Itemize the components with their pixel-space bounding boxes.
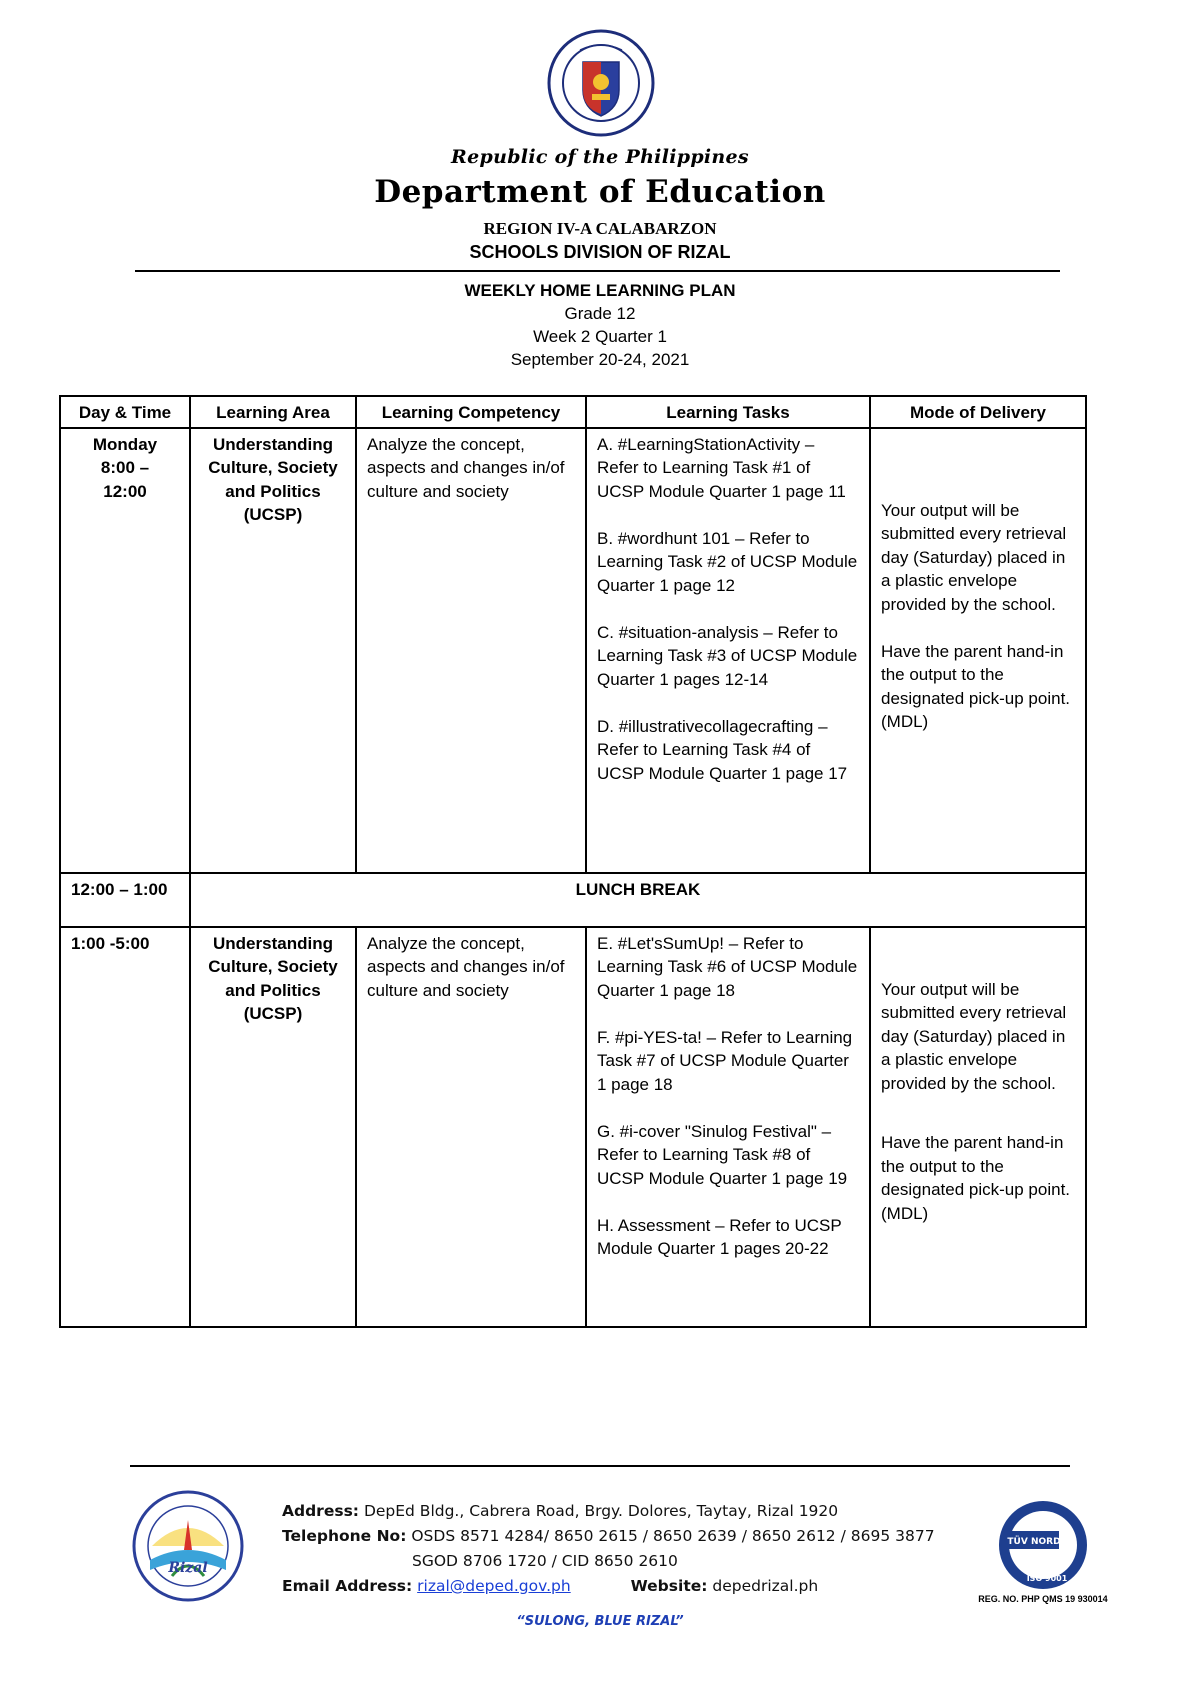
svg-text:Rizal: Rizal [168,1560,208,1576]
plan-grade: Grade 12 [564,304,636,323]
learning-area-cell: Understanding Culture, Society and Politics (UCSP) [190,428,356,873]
department-heading: Department of Education [374,174,826,210]
svg-text:ISO 9001: ISO 9001 [1026,1574,1068,1583]
tasks-cell [586,428,870,873]
telephone-line [282,1527,935,1545]
mode-handin-text: Have the parent hand-in the output to the designated pick-up point. (MDL) [881,1133,1071,1223]
competency-cell: Analyze the concept, aspects and changes in/of culture and society [356,428,586,873]
region-heading: REGION IV-A CALABARZON [483,219,717,238]
table-row [60,927,1086,1327]
deped-seal-logo [546,28,656,138]
mode-handin-text: Have the parent hand-in the output to the designated pick-up point. (MDL) [881,641,1071,731]
day-time-cell: 1:00 -5:00 [60,927,190,1327]
tasks-cell [586,927,870,1327]
header-divider [135,270,1060,272]
lunch-time-cell: 12:00 – 1:00 [60,873,190,927]
task-item: B. #wordhunt 101 – Refer to Learning Task #2 of UCSP Module Quarter 1 page 12 [597,528,858,595]
lunch-break-label: LUNCH BREAK [190,873,1086,927]
email-link[interactable]: rizal@deped.gov.ph [417,1577,571,1595]
header-day-time: Day & Time [60,396,190,428]
mode-cell [870,428,1086,873]
day-time-cell [60,428,190,873]
time-start: 8:00 – [100,458,150,477]
telephone-value: OSDS 8571 4284/ 8650 2615 / 8650 2639 / 8650 2612 / 8695 3877 [411,1527,935,1545]
table-row [60,428,1086,873]
website-value: depedrizal.ph [712,1577,819,1595]
task-item: G. #i-cover "Sinulog Festival" – Refer to Learning Task #8 of UCSP Module Quarter 1 page 19 [597,1121,848,1188]
division-heading: SCHOOLS DIVISION OF RIZAL [469,242,731,262]
task-item: E. #Let'sSumUp! – Refer to Learning Task #6 of UCSP Module Quarter 1 page 18 [597,933,858,1000]
email-label: Email Address: [282,1577,413,1595]
svg-text:TÜV NORD: TÜV NORD [1007,1537,1061,1547]
footer-divider [130,1465,1070,1467]
telephone-line-2: SGOD 8706 1720 / CID 8650 2610 [412,1552,678,1570]
rizal-division-logo [132,1490,244,1602]
learning-area-cell: Understanding Culture, Society and Politics (UCSP) [190,927,356,1327]
header-learning-tasks: Learning Tasks [586,396,870,428]
slogan: “SULONG, BLUE RIZAL” [516,1614,684,1629]
header-learning-competency: Learning Competency [356,396,586,428]
telephone-label: Telephone No: [282,1527,407,1545]
website-label: Website: [630,1577,708,1595]
task-item: C. #situation-analysis – Refer to Learning Task #3 of UCSP Module Quarter 1 pages 12-14 [597,622,858,689]
mode-submission-text: Your output will be submitted every retrieval day (Saturday) placed in a plastic envelope provided by the school. [881,500,1067,614]
task-item: F. #pi-YES-ta! – Refer to Learning Task #7 of UCSP Module Quarter 1 page 18 [597,1027,853,1094]
table-header-row [60,396,1086,428]
time-end: 12:00 [103,481,147,501]
header-learning-area: Learning Area [190,396,356,428]
task-item: D. #illustrativecollagecrafting – Refer to Learning Task #4 of UCSP Module Quarter 1 page 17 [597,716,848,783]
contact-line [282,1577,818,1595]
address-line [282,1502,838,1520]
address-value: DepEd Bldg., Cabrera Road, Brgy. Dolores, Taytay, Rizal 1920 [363,1502,839,1520]
plan-dates: September 20-24, 2021 [510,350,690,369]
address-label: Address: [282,1502,359,1520]
learning-plan-table [59,395,1087,1328]
task-item: H. Assessment – Refer to UCSP Module Quarter 1 pages 20-22 [597,1215,842,1258]
mode-cell [870,927,1086,1327]
header-mode-of-delivery: Mode of Delivery [870,396,1086,428]
task-item: A. #LearningStationActivity – Refer to Learning Task #1 of UCSP Module Quarter 1 page 11 [597,434,846,501]
mode-submission-text: Your output will be submitted every retrieval day (Saturday) placed in a plastic envelope provided by the school. [881,979,1067,1093]
plan-title: WEEKLY HOME LEARNING PLAN [464,281,736,300]
competency-cell: Analyze the concept, aspects and changes in/of culture and society [356,927,586,1327]
registration-number: REG. NO. PHP QMS 19 930014 [978,1594,1108,1604]
republic-heading: Republic of the Philippines [451,146,749,168]
day-label: Monday [92,434,158,454]
lunch-row [60,873,1086,927]
iso-certification-logo [995,1497,1091,1593]
plan-week: Week 2 Quarter 1 [533,327,667,346]
